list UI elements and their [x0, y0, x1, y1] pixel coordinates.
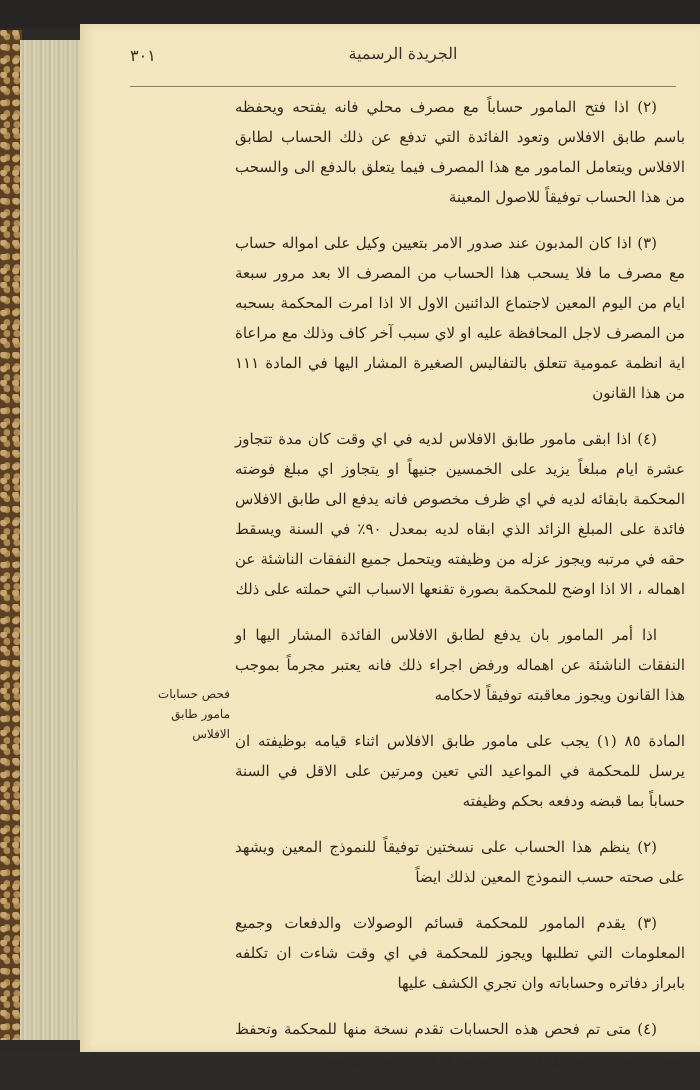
book-page [80, 24, 700, 1068]
book-cover-edge [0, 30, 22, 1040]
margin-note-line: مامور طابق [171, 707, 230, 721]
article-85-clause-1: المادة ٨٥ (١) يجب على مامور طابق الافلاس اثناء قيامه بوظيفته ان يرسل للمحكمة في المواعيد التي تعين ومرتين على الاقل في السنة حساباً بما قبضه ودفعه بحكم وظيفته [235, 732, 686, 810]
article-85-clause-4: (٤) متى تم فحص هذه الحسابات تقدم نسخة منها للمحكمة وتحفظ فيها كي يطلع عليها اي دائن او مفلس او اي شخص ذي مصلحة [235, 1020, 685, 1068]
paragraph-penalty: اذا أمر المامور بان يدفع لطابق الافلاس الفائدة المشار اليها او النفقات الناشئة عن اهماله ورفض اجراء ذلك فانه يعتبر مجرماً بموجب هذا القانون ويجوز معاقبته توفيقاً لاحكامه [235, 626, 685, 704]
margin-note-line: الافلاس [192, 727, 230, 741]
page-header [130, 24, 676, 87]
article-85-clause-2: (٢) ينظم هذا الحساب على نسختين توفيقاً للنموذج المعين ويشهد على صحته حسب النموذج المعين لذلك ايضاً [235, 838, 685, 886]
page-body [235, 92, 685, 1090]
page-stack-edges [20, 40, 81, 1040]
journal-title: الجريدة الرسمية [348, 44, 458, 63]
margin-note [145, 684, 230, 744]
margin-note-line: فحص حسابات [157, 687, 230, 701]
paragraph-2: (٢) اذا فتح المامور حساباً مع مصرف محلي فانه يفتحه ويحفظه باسم طابق الافلاس وتعود الفائدة التي تدفع عن ذلك الحساب لطابق الافلاس ويتعامل المامور مع هذا المصرف فيما يتعلق بالدفع الى والسحب من هذا الحساب توفيقاً للاصول المعينة [235, 98, 685, 206]
page-number: ٣٠١ [130, 46, 156, 65]
paragraph-3: (٣) اذا كان المدبون عند صدور الامر بتعيين وكيل على امواله حساب مع مصرف ما فلا يسحب هذا الحساب من المصرف الا بعد مرور سبعة ايام من اليوم المعين لاجتماع الدائنين الاول الا اذا امرت المحكمة بسحبه من المصرف لاجل المحافظة عليه او لاي سبب آخر كاف وذلك مع مراعاة اية انظمة عمومية تتعلق بالتفاليس الصغيرة المشار اليها في المادة ١١١ من هذا القانون [235, 234, 685, 402]
article-85-clause-3: (٣) يقدم المامور للمحكمة قسائم الوصولات والدفعات وجميع المعلومات التي تطلبها ويجوز للمحكمة في اي وقت شاءت ان تكلفه بابراز دفاتره وحساباته وان تجري الكشف عليها [235, 914, 685, 992]
paragraph-4: (٤) اذا ابقى مامور طابق الافلاس لديه في اي وقت كان مدة تتجاوز عشرة ايام مبلغاً يزيد على الخمسين جنيهاً او يتجاوز اي مبلغ فوضته المحكمة بابقائه لديه في اي ظرف مخصوص فانه يدفع الى طابق الافلاس فائدة على المبلغ الزائد الذي ابقاه لديه بمعدل ٩٠٪ في السنة ويسقط حقه في مرتبه ويجوز عزله من وظيفته ويتحمل جميع النفقات الناشئة عن اهماله ، الا اذا اوضح للمحكمة بصورة تقنعها الاسباب التي حملته على ذلك [235, 430, 685, 598]
